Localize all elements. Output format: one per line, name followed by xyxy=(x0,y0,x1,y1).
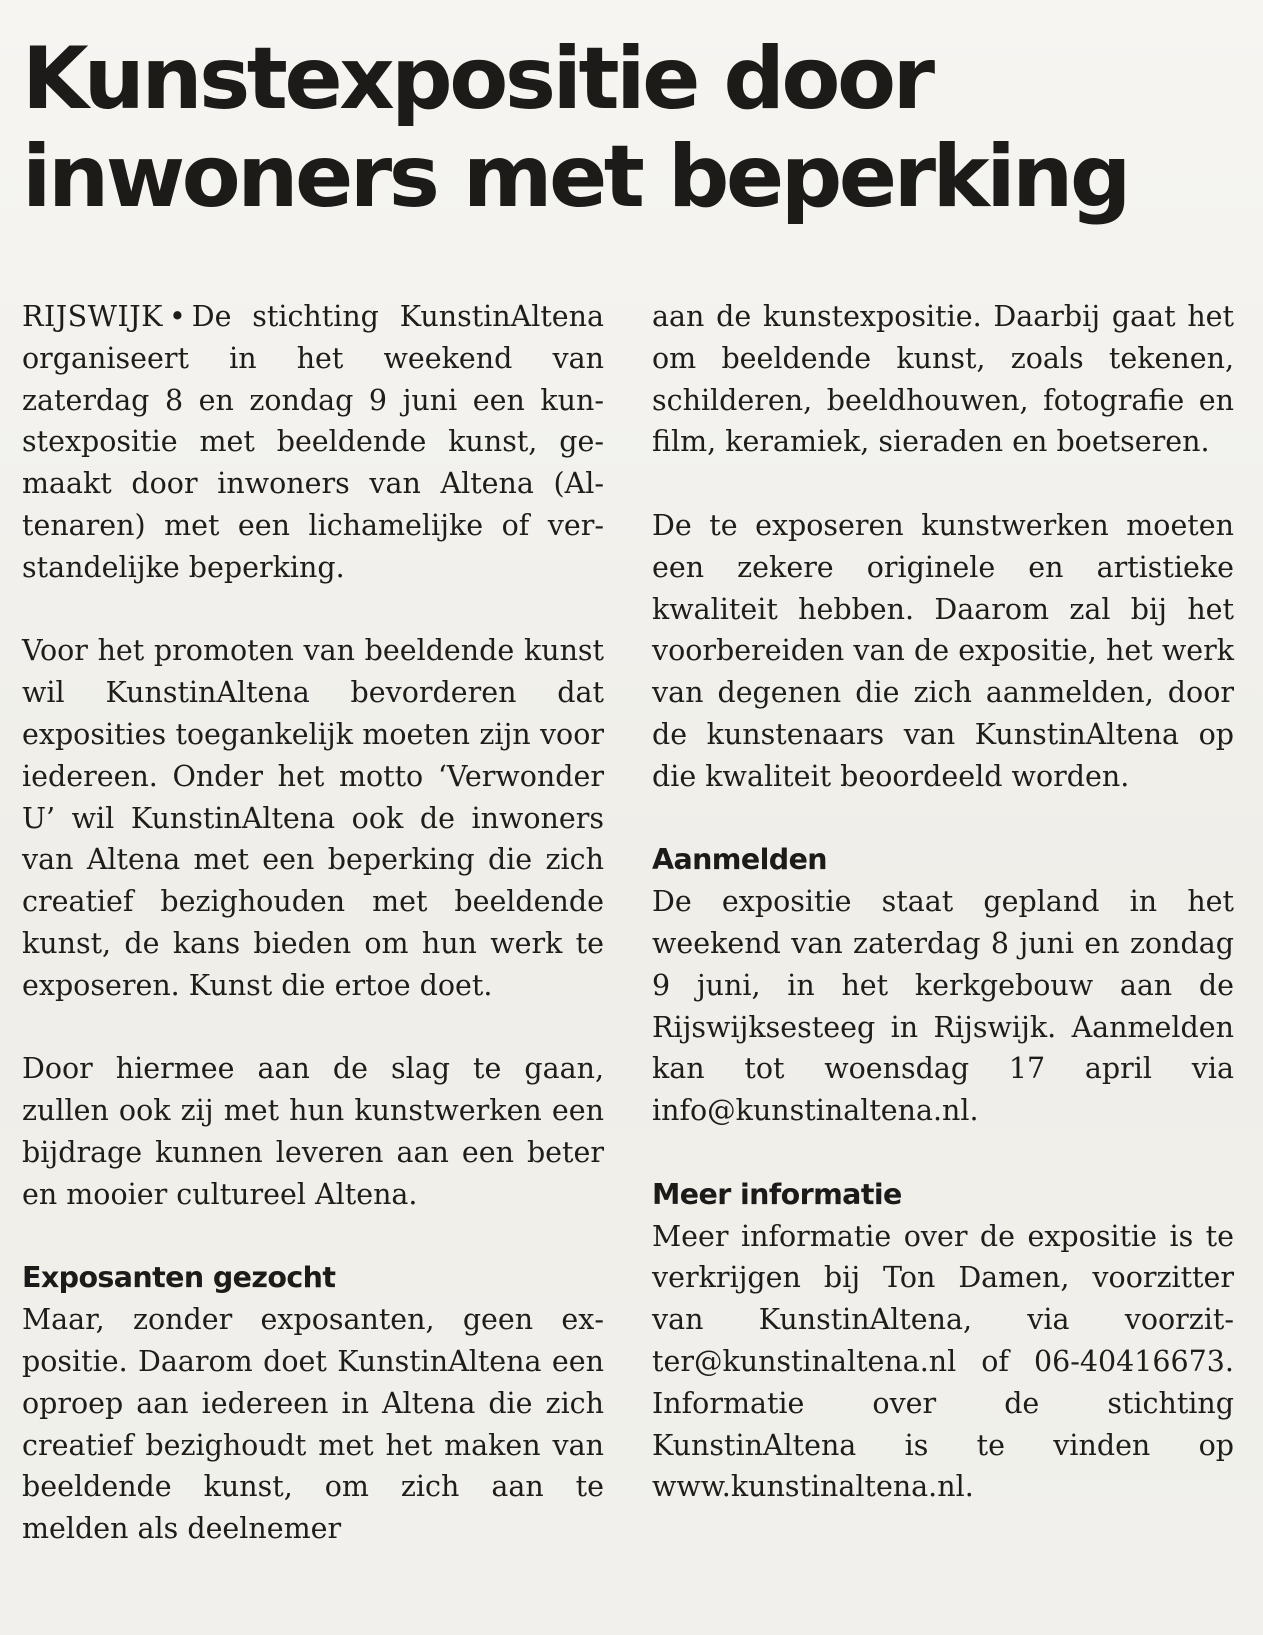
subheading-aanmelden: Aanmelden xyxy=(652,843,827,877)
article-column-left xyxy=(22,296,604,1550)
paragraph-art-forms: aan de kunstexpositie. Daarbij gaat het om beeldende kunst, zoals tekenen, schilderen, beeldhouwen, fotografie en film, keramiek, sieraden en boetseren. xyxy=(652,300,1234,459)
article-column-right xyxy=(652,296,1234,1508)
paragraph-contact-info: Meer informatie over de expositie is te verkrijgen bij Ton Damen, voorzitter van KunstinAltena, via voorzitter@kunstinaltena.nl of 06-40416673. Informatie over de stichting KunstinAltena is te vinden op www.kunstinaltena.nl. xyxy=(652,1219,1234,1504)
intro-text: De stichting KunstinAltena organiseert in het weekend van zaterdag 8 en zondag 9 juni een kunstexpositie met beeldende kunst, gemaakt door inwoners van Altena (Altenaren) met een lichamelijke of verstandelijke beperking. xyxy=(22,300,604,584)
dateline: RIJSWIJK xyxy=(22,300,163,333)
paragraph-registration: De expositie staat gepland in het weekend van zaterdag 8 juni en zondag 9 juni, in het kerkgebouw aan de Rijswijksesteeg in Rijswijk. Aanmelden kan tot woensdag 17 april via info@kunstinaltena.nl. xyxy=(652,885,1234,1128)
headline-line-1: Kunstexpositie door xyxy=(22,29,932,129)
headline xyxy=(22,30,1242,226)
paragraph-quality: De te exposeren kunstwerken moeten een zekere originele en artistieke kwaliteit hebben. Daarom zal bij het voorbereiden van de expositie, het werk van degenen die zich aanmelden, door de kunstenaars van KunstinAltena op die kwaliteit beoordeeld worden. xyxy=(652,508,1234,793)
headline-line-2: inwoners met beperking xyxy=(22,127,1128,227)
paragraph-promotion: Voor het promoten van beeldende kunst wil KunstinAltena bevorderen dat exposities toegankelijk moeten zijn voor iedereen. Onder het motto ‘Verwonder U’ wil KunstinAltena ook de inwoners van Altena met een beperking die zich creatief bezighouden met beeldende kunst, de kans bieden om hun werk te exposeren. Kunst die ertoe doet. xyxy=(22,634,604,1002)
dateline-bullet: • xyxy=(168,300,186,333)
paragraph-call-for-exhibitors: Maar, zonder exposanten, geen expositie. Daarom doet KunstinAltena een oproep aan iedereen in Altena die zich creatief bezighoudt met het maken van beeldende kunst, om zich aan te melden als deelnemer xyxy=(22,1303,604,1546)
subheading-meer-informatie: Meer informatie xyxy=(652,1177,902,1211)
subheading-exposanten-gezocht: Exposanten gezocht xyxy=(22,1261,336,1295)
paragraph-contribution: Door hiermee aan de slag te gaan, zullen ook zij met hun kunstwerken een bijdrage kunnen leveren aan een beter en mooier cultureel Altena. xyxy=(22,1052,604,1211)
intro-paragraph xyxy=(22,296,604,589)
